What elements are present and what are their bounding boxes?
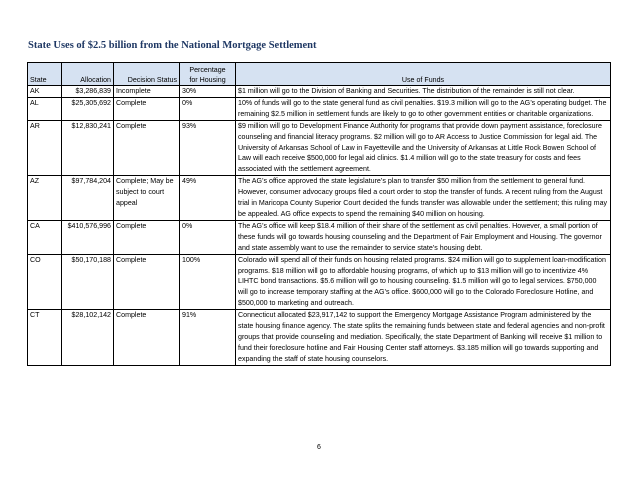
cell-state: CA (28, 220, 62, 254)
cell-percentage: 100% (180, 254, 236, 310)
table-row (28, 176, 611, 221)
cell-use-of-funds: The AG’s office approved the state legislature’s plan to transfer $50 million from the settlement to general fund. However, consumer advocacy groups filed a court order to stop the transfer of funds. A recent ruling from the August trial in Maricopa County Superior Court decided the funds transfer was allowable under the settlement; this ruling may be appealed. AG office expects to spend the remaining $40 million on housing. (236, 176, 611, 221)
header-state: State (28, 63, 62, 86)
header-allocation: Allocation (62, 63, 114, 86)
cell-state: AL (28, 97, 62, 120)
cell-state: CT (28, 310, 62, 366)
document-title: State Uses of $2.5 billion from the National Mortgage Settlement (28, 40, 317, 51)
cell-decision-status: Complete (114, 120, 180, 176)
cell-decision-status: Complete (114, 310, 180, 366)
header-percentage-line2: for Housing (189, 76, 226, 84)
header-use-of-funds: Use of Funds (236, 63, 611, 86)
table-row (28, 97, 611, 120)
table-header-row (28, 63, 611, 86)
cell-allocation: $50,170,188 (62, 254, 114, 310)
cell-percentage: 49% (180, 176, 236, 221)
cell-state: AR (28, 120, 62, 176)
table-row (28, 120, 611, 176)
table-row (28, 220, 611, 254)
cell-percentage: 0% (180, 97, 236, 120)
cell-allocation: $25,305,692 (62, 97, 114, 120)
header-percentage (180, 63, 236, 86)
cell-allocation: $97,784,204 (62, 176, 114, 221)
cell-allocation: $28,102,142 (62, 310, 114, 366)
cell-state: AZ (28, 176, 62, 221)
table-row (28, 254, 611, 310)
cell-percentage: 93% (180, 120, 236, 176)
cell-decision-status: Complete; May be subject to court appeal (114, 176, 180, 221)
settlement-funds-table (27, 62, 611, 366)
cell-allocation: $12,830,241 (62, 120, 114, 176)
header-decision-status: Decision Status (114, 63, 180, 86)
cell-use-of-funds: $9 million will go to Development Finance Authority for programs that provide down payment assistance, foreclosure counseling and financial literacy programs. $2 million will go to AR Access to Justice Commission for legal aid. The University of Arkansas School of Law in Fayetteville and the University of Arkansas at Little Rock Bowen School of Law will each receive $500,000 for legal aid clinics. $1.4 million will go to the state treasury for costs and fees associated with the settlement agreement. (236, 120, 611, 176)
cell-state: AK (28, 86, 62, 98)
cell-state: CO (28, 254, 62, 310)
cell-use-of-funds: The AG’s office will keep $18.4 million of their share of the settlement as civil penalties. However, a small portion of these funds will go towards housing counseling and the Department of Fair Employment and Housing. The governor and state assembly want to use the remainder to service state’s housing debt. (236, 220, 611, 254)
header-percentage-line1: Percentage (189, 66, 226, 74)
page-number: 6 (317, 444, 321, 451)
cell-decision-status: Complete (114, 254, 180, 310)
cell-allocation: $3,286,839 (62, 86, 114, 98)
cell-use-of-funds: Colorado will spend all of their funds on housing related programs. $24 million will go to supplement loan-modification programs. $18 million will go to affordable housing programs, of which up to $13 million will go to incentivize 4% LIHTC bond transactions. $5.6 million will go to housing counseling. $1.5 million will go to legal services. $750,000 will go to increase temporary staffing at the AG’s office. $600,000 will go to the Colorado Foreclosure Hotline, and $500,000 to marketing and outreach. (236, 254, 611, 310)
cell-allocation: $410,576,996 (62, 220, 114, 254)
cell-use-of-funds: Connecticut allocated $23,917,142 to support the Emergency Mortgage Assistance Program administered by the state housing finance agency. The state splits the remaining funds between state and federal agencies and non-profit groups that provide counseling and mediation. Specifically, the state Department of Banking will receive $1 million to fund their foreclosure hotline and Fair Housing Center staff attorneys. $3.185 million will go towards supporting and expanding the staff of state housing counselors. (236, 310, 611, 366)
cell-use-of-funds: $1 million will go to the Division of Banking and Securities. The distribution of the remainder is still not clear. (236, 86, 611, 98)
cell-decision-status: Complete (114, 97, 180, 120)
cell-percentage: 0% (180, 220, 236, 254)
cell-percentage: 30% (180, 86, 236, 98)
cell-decision-status: Incomplete (114, 86, 180, 98)
table-row (28, 86, 611, 98)
cell-decision-status: Complete (114, 220, 180, 254)
cell-percentage: 91% (180, 310, 236, 366)
table-row (28, 310, 611, 366)
cell-use-of-funds: 10% of funds will go to the state general fund as civil penalties. $19.3 million will go to the AG’s operating budget. The remaining $2.5 million in settlement funds are likely to go to other government entities or charitable organizations. (236, 97, 611, 120)
